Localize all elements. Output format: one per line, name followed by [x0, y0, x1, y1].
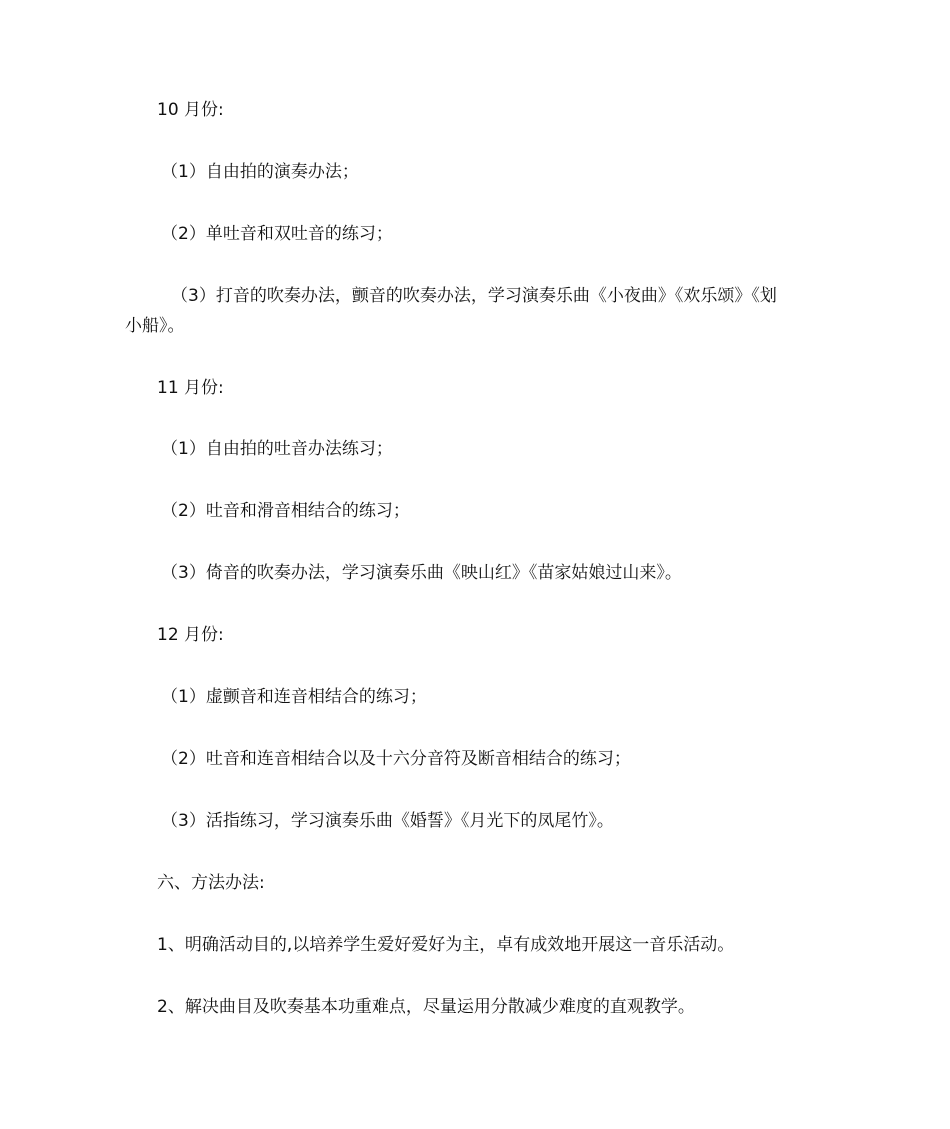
october-item-2: （2）单吐音和双吐音的练习； [161, 224, 393, 244]
october-item-3-line-1: （3）打音的吹奏办法，颤音的吹奏办法，学习演奏乐曲《小夜曲》《欢乐颂》《划 [171, 286, 777, 306]
december-item-3: （3）活指练习，学习演奏乐曲《婚誓》《月光下的凤尾竹》。 [161, 811, 614, 831]
december-item-1: （1）虚颤音和连音相结合的练习； [161, 687, 427, 707]
december-item-2: （2）吐音和连音相结合以及十六分音符及断音相结合的练习； [161, 749, 631, 769]
month-heading-october: 10 月份: [157, 100, 224, 120]
november-item-1: （1）自由拍的吐音办法练习； [161, 439, 393, 459]
month-heading-november: 11 月份: [157, 378, 224, 398]
october-item-3-line-2: 小船》。 [125, 316, 185, 336]
october-item-3 [125, 281, 836, 341]
method-item-1: 1、明确活动目的,以培养学生爱好爱好为主，卓有成效地开展这一音乐活动。 [157, 935, 735, 955]
october-item-1: （1）自由拍的演奏办法； [161, 162, 359, 182]
november-item-3: （3）倚音的吹奏办法，学习演奏乐曲《映山红》《苗家姑娘过山来》。 [161, 563, 682, 583]
month-heading-december: 12 月份: [157, 625, 224, 645]
method-item-2: 2、解决曲目及吹奏基本功重难点，尽量运用分散减少难度的直观教学。 [157, 997, 695, 1017]
november-item-2: （2）吐音和滑音相结合的练习； [161, 501, 410, 521]
section-heading-methods: 六、方法办法: [157, 873, 265, 893]
